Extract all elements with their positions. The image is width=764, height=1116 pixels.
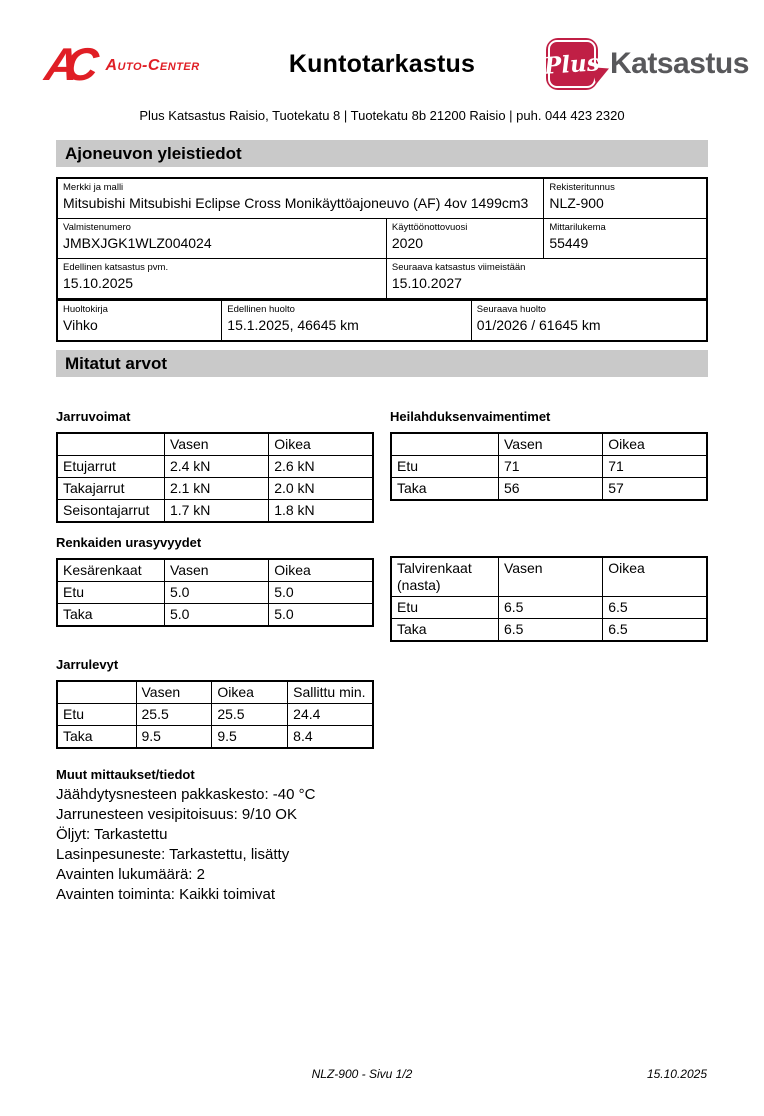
field-merkki-ja-malli xyxy=(58,179,543,218)
table-cell: 2.6 kN xyxy=(269,456,373,478)
footer-page-number: NLZ-900 - Sivu 1/2 xyxy=(311,1067,413,1081)
inspection-report-page xyxy=(0,36,764,1116)
table-cell: Etu xyxy=(391,456,498,478)
station-address: Plus Katsastus Raisio, Tuotekatu 8 | Tuotekatu 8b 21200 Raisio | puh. 044 423 2320 xyxy=(139,108,625,123)
table-cell: Takajarrut xyxy=(57,478,164,500)
column-header-cell: Oikea xyxy=(212,681,288,704)
field-value: JMBXJGK1WLZ004024 xyxy=(63,235,212,251)
table-cell: 1.7 kN xyxy=(164,500,268,523)
table-cell: 5.0 xyxy=(269,604,373,627)
table-row xyxy=(57,500,373,523)
table-row xyxy=(58,298,706,340)
table-cell: 5.0 xyxy=(164,582,268,604)
table-cell: Etu xyxy=(57,704,136,726)
auto-center-logo xyxy=(42,38,200,90)
table-cell: 8.4 xyxy=(288,726,373,749)
field-value: 2020 xyxy=(391,235,424,251)
field-label: Edellinen katsastus pvm. xyxy=(63,262,169,273)
summer-tyres-block xyxy=(56,535,374,627)
table-cell: 1.8 kN xyxy=(269,500,373,523)
column-header-cell: Oikea xyxy=(269,559,373,582)
winter-tyres-table xyxy=(390,556,708,642)
field-value: 55449 xyxy=(549,235,589,251)
field-value: 15.10.2027 xyxy=(391,275,462,291)
brake-discs-table xyxy=(56,680,374,749)
footer-date: 15.10.2025 xyxy=(646,1067,707,1081)
table-cell: 6.5 xyxy=(603,619,707,642)
field-label: Seuraava katsastus viimeistään xyxy=(391,262,526,273)
field-value: NLZ-900 xyxy=(549,195,604,211)
table-row xyxy=(57,433,373,456)
field-huoltokirja xyxy=(58,301,221,340)
subsection-title: Jarrulevyt xyxy=(56,657,119,672)
table-cell: Taka xyxy=(57,604,164,627)
plus-badge-text: Plus xyxy=(543,48,601,80)
field-value: Mitsubishi Mitsubishi Eclipse Cross Monikäyttöajoneuvo (AF) 4ov 1499cm3 xyxy=(63,195,529,211)
table-cell: 24.4 xyxy=(288,704,373,726)
table-cell: 2.4 kN xyxy=(164,456,268,478)
table-row xyxy=(57,478,373,500)
brake-discs-block xyxy=(56,657,708,749)
table-cell: 9.5 xyxy=(136,726,212,749)
column-header-cell: Vasen xyxy=(498,557,602,597)
winter-tyres-block xyxy=(390,535,708,642)
plus-katsastus-logo xyxy=(543,38,749,90)
field-label: Rekisteritunnus xyxy=(549,182,615,193)
auto-center-monogram-icon: AC xyxy=(42,38,89,90)
table-cell: 5.0 xyxy=(164,604,268,627)
column-header-cell: Vasen xyxy=(164,559,268,582)
column-header-cell: Oikea xyxy=(269,433,373,456)
table-cell: 6.5 xyxy=(603,597,707,619)
table-row xyxy=(58,258,706,298)
table-cell: 25.5 xyxy=(212,704,288,726)
table-cell: 2.0 kN xyxy=(269,478,373,500)
field-edellinen-huolto xyxy=(221,301,470,340)
table-row xyxy=(58,218,706,258)
field-valmistenumero xyxy=(58,219,386,258)
column-header-cell: Oikea xyxy=(603,433,707,456)
field-mittarilukema xyxy=(543,219,706,258)
column-header-cell xyxy=(57,433,164,456)
table-row xyxy=(57,604,373,627)
measurement-line: Öljyt: Tarkastettu xyxy=(56,826,168,843)
field-label: Seuraava huolto xyxy=(476,304,546,315)
field-label: Valmistenumero xyxy=(63,222,131,233)
table-row xyxy=(391,619,707,642)
table-cell: Taka xyxy=(391,478,498,501)
table-row xyxy=(391,456,707,478)
section-header-vehicle-info: Ajoneuvon yleistiedot xyxy=(56,140,708,167)
table-row xyxy=(391,478,707,501)
brake-forces-table xyxy=(56,432,374,523)
table-row xyxy=(57,704,373,726)
summer-tyres-table xyxy=(56,558,374,627)
brake-forces-block xyxy=(56,409,374,523)
table-cell: 71 xyxy=(603,456,707,478)
measurement-line: Jäähdytysnesteen pakkaskesto: -40 °C xyxy=(56,786,316,803)
table-cell: 2.1 kN xyxy=(164,478,268,500)
table-row xyxy=(391,433,707,456)
field-label: Edellinen huolto xyxy=(227,304,295,315)
table-row xyxy=(57,726,373,749)
field-value: Vihko xyxy=(63,317,98,333)
katsastus-brand-text: Katsastus xyxy=(610,47,749,80)
measurement-line: Lasinpesuneste: Tarkastettu, lisätty xyxy=(56,846,290,863)
table-row xyxy=(57,559,373,582)
auto-center-brand-text: Auto-Center xyxy=(105,57,200,74)
table-cell: 6.5 xyxy=(498,619,602,642)
field-label: Mittarilukema xyxy=(549,222,606,233)
table-row xyxy=(57,681,373,704)
subsection-title: Jarruvoimat xyxy=(56,409,131,424)
shock-absorbers-table xyxy=(390,432,708,501)
shock-absorbers-block xyxy=(390,409,708,501)
table-cell: 56 xyxy=(498,478,602,501)
subsection-title: Renkaiden urasyvyydet xyxy=(56,535,202,550)
field-seuraava-katsastus xyxy=(386,259,706,298)
column-header-cell: Kesärenkaat xyxy=(57,559,164,582)
column-header-cell: Talvirenkaat (nasta) xyxy=(391,557,498,597)
vehicle-info-table xyxy=(56,177,708,342)
section-header-measured-values: Mitatut arvot xyxy=(56,350,708,377)
column-header-cell: Vasen xyxy=(136,681,212,704)
table-cell: 25.5 xyxy=(136,704,212,726)
table-cell: Seisontajarrut xyxy=(57,500,164,523)
table-cell: Taka xyxy=(57,726,136,749)
column-header-cell xyxy=(391,433,498,456)
table-cell: 6.5 xyxy=(498,597,602,619)
plus-badge-icon xyxy=(543,38,601,90)
table-row xyxy=(58,179,706,218)
subsection-title: Muut mittaukset/tiedot xyxy=(56,767,195,782)
table-row xyxy=(57,456,373,478)
table-cell: Etu xyxy=(391,597,498,619)
measurement-line: Avainten lukumäärä: 2 xyxy=(56,866,205,883)
field-value: 15.10.2025 xyxy=(63,275,134,291)
measurement-line: Jarrunesteen vesipitoisuus: 9/10 OK xyxy=(56,806,297,823)
page-title: Kuntotarkastus xyxy=(288,50,476,78)
field-label: Merkki ja malli xyxy=(63,182,124,193)
field-seuraava-huolto xyxy=(471,301,706,340)
column-header-cell: Vasen xyxy=(164,433,268,456)
report-header xyxy=(0,36,764,96)
table-cell: Etujarrut xyxy=(57,456,164,478)
field-kayttoonottovuosi xyxy=(386,219,543,258)
subsection-title: Heilahduksenvaimentimet xyxy=(390,409,551,424)
table-row xyxy=(391,557,707,597)
column-header-cell: Oikea xyxy=(603,557,707,597)
table-cell: 71 xyxy=(498,456,602,478)
measurement-line: Avainten toiminta: Kaikki toimivat xyxy=(56,886,275,903)
field-label: Käyttöönottovuosi xyxy=(391,222,468,233)
field-edellinen-katsastus xyxy=(58,259,386,298)
field-label: Huoltokirja xyxy=(63,304,108,315)
table-row xyxy=(391,597,707,619)
table-cell: Taka xyxy=(391,619,498,642)
field-value: 15.1.2025, 46645 km xyxy=(227,317,359,333)
other-measurements-block xyxy=(56,767,708,905)
column-header-cell xyxy=(57,681,136,704)
table-cell: Etu xyxy=(57,582,164,604)
field-value: 01/2026 / 61645 km xyxy=(476,317,601,333)
table-cell: 9.5 xyxy=(212,726,288,749)
table-cell: 5.0 xyxy=(269,582,373,604)
table-row xyxy=(57,582,373,604)
field-rekisteritunnus xyxy=(543,179,706,218)
column-header-cell: Vasen xyxy=(498,433,602,456)
column-header-cell: Sallittu min. xyxy=(288,681,373,704)
table-cell: 57 xyxy=(603,478,707,501)
